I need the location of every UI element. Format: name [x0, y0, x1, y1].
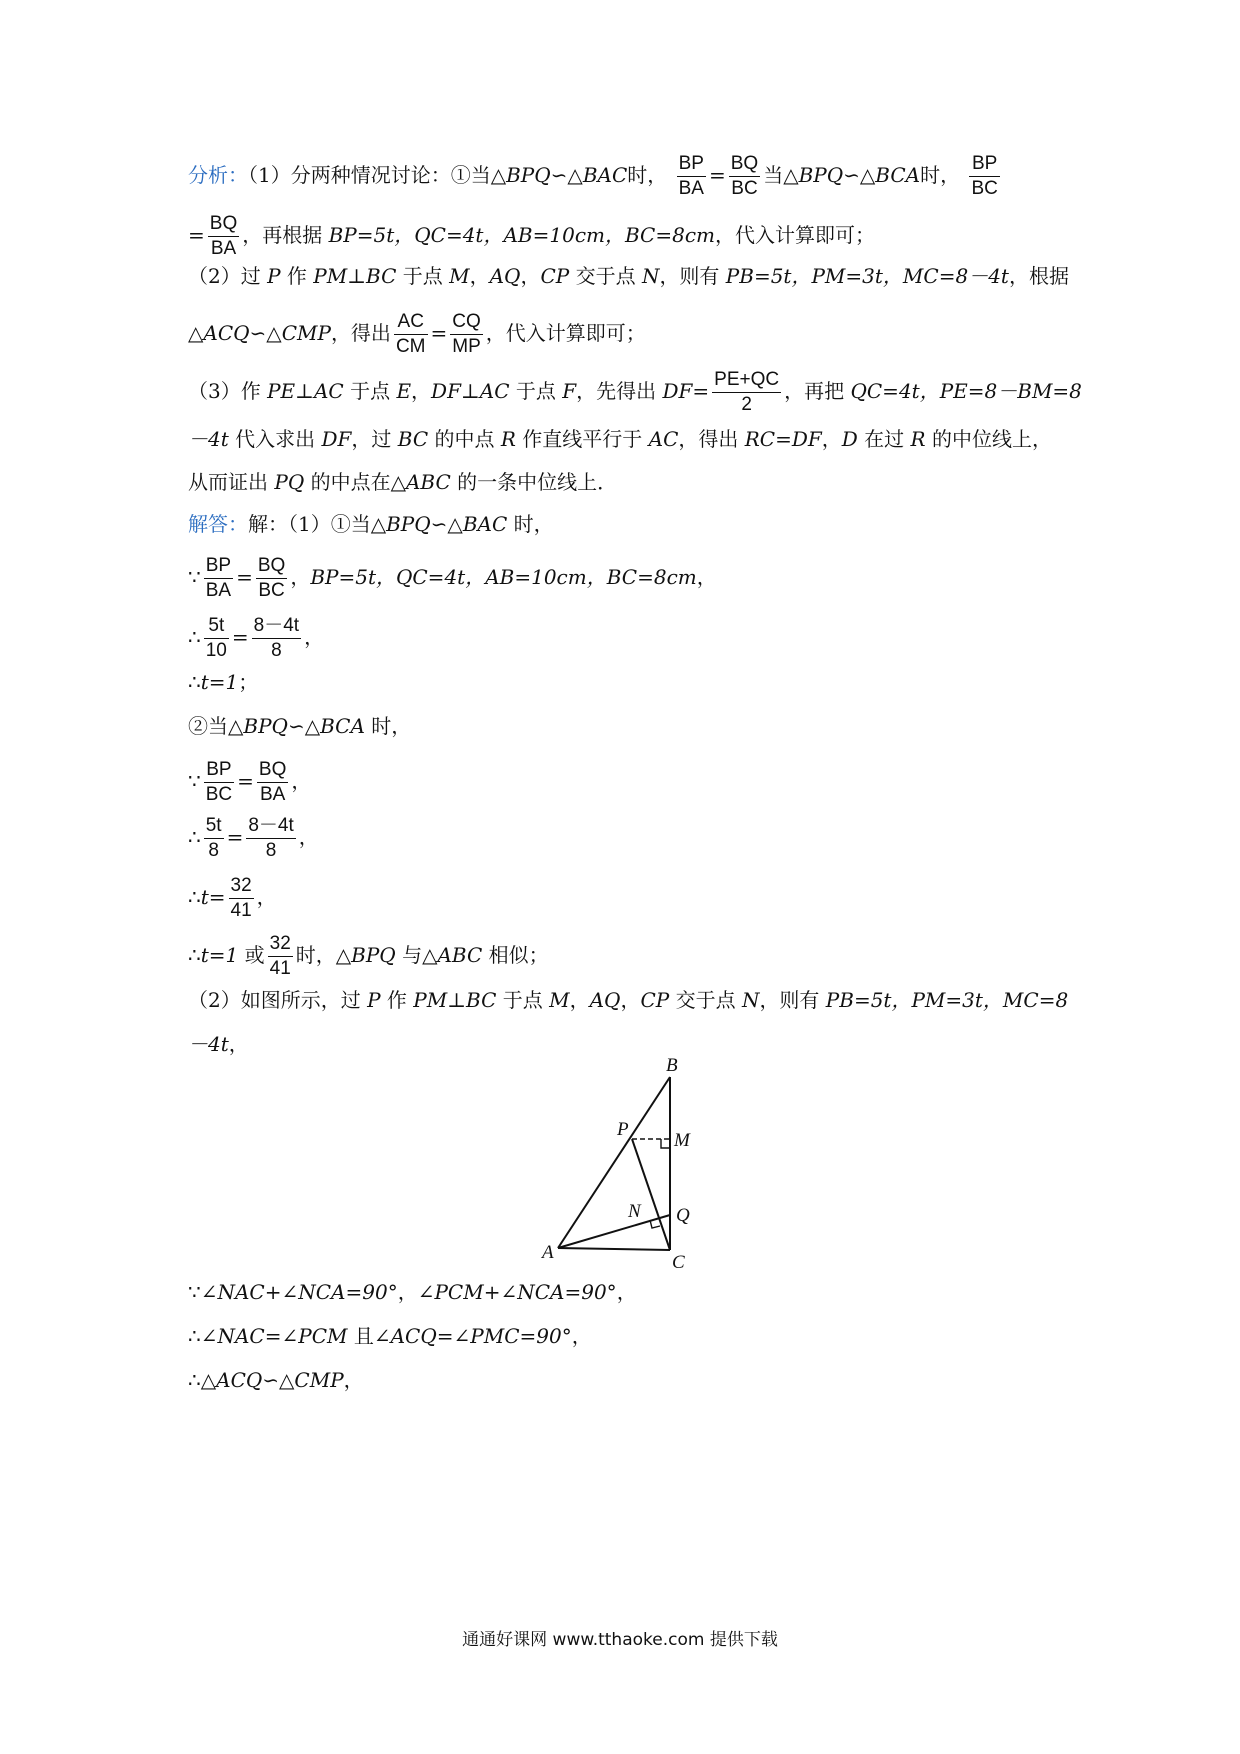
solution-line-5: ②当△BPQ∽△BCA 时， [188, 714, 412, 738]
solution-line-14: ∴△ACQ∽△CMP， [188, 1368, 364, 1392]
solution-line-13: ∴∠NAC=∠PCM 且∠ACQ=∠PMC=90°， [188, 1324, 592, 1348]
analysis-line-7: 从而证出 PQ 的中点在△ABC 的一条中位线上． [188, 470, 618, 494]
label-N: N [628, 1201, 641, 1222]
fraction: $\frac{CQ}{MP}$ [452, 311, 481, 357]
analysis-label: 分析： [188, 163, 248, 187]
fraction: $\frac{5t}{8}$ [205, 815, 222, 861]
fraction: $\frac{5t}{10}$ [205, 615, 227, 661]
analysis-line-3: （2）过 P 作 PM⊥BC 于点 M，AQ，CP 交于点 N，则有 PB=5t，PM=3t，MC=8－4t，根据 [188, 264, 1069, 288]
solution-line-9: ∴t=1 或 $\frac{32}{41}$ 时，△BPQ 与△ABC 相似； [188, 933, 549, 979]
label-M: M [674, 1130, 690, 1151]
analysis-line-1: 分析：（1）分两种情况讨论：①当△BPQ∽△BAC时， $\frac{BP}{BA}$ = $\frac{BQ}{BC}$ 当△BPQ∽△BCA时， $\frac{BP}{BC}$ [188, 153, 998, 199]
fraction: $\frac{BQ}{BC}$ [257, 555, 286, 601]
fraction: $\frac{BP}{BC}$ [971, 153, 998, 199]
fraction: $\frac{8-4t}{8}$ [248, 815, 294, 861]
right-angle-mark-M [661, 1139, 670, 1148]
fraction: $\frac{32}{41}$ [230, 875, 252, 921]
fraction: $\frac{BP}{BC}$ [205, 759, 233, 805]
solution-line-11: －4t， [188, 1032, 249, 1056]
solution-line-4: ∴t=1； [188, 670, 259, 694]
segment-AC [558, 1248, 670, 1250]
analysis-line-6: －4t 代入求出 DF，过 BC 的中点 R 作直线平行于 AC，得出 RC=DF，D 在过 R 的中位线上， [188, 427, 1052, 451]
solution-line-10: （2）如图所示，过 P 作 PM⊥BC 于点 M，AQ，CP 交于点 N，则有 PB=5t，PM=3t，MC=8 [188, 988, 1069, 1012]
fraction: $\frac{AC}{CM}$ [395, 311, 426, 357]
label-Q: Q [676, 1205, 690, 1226]
fraction: $\frac{BQ}{BA}$ [258, 759, 287, 805]
segment-AQ [558, 1215, 670, 1248]
page-footer: 通通好课网 www.tthaoke.com 提供下载 [462, 1630, 778, 1650]
solution-line-6: ∵ $\frac{BP}{BC}$ = $\frac{BQ}{BA}$ ， [188, 759, 312, 805]
solution-line-7: ∴ $\frac{5t}{8}$ = $\frac{8-4t}{8}$ ， [188, 815, 319, 861]
fraction: $\frac{BQ}{BC}$ [730, 153, 759, 199]
analysis-line-2: = $\frac{BQ}{BA}$ ，再根据 BP=5t，QC=4t，AB=10cm，BC=8cm，代入计算即可； [188, 213, 876, 259]
label-P: P [617, 1119, 629, 1140]
analysis-line-4: △ACQ∽△CMP，得出 $\frac{AC}{CM}$ = $\frac{CQ}{MP}$ ，代入计算即可； [188, 311, 646, 357]
solution-line-2: ∵ $\frac{BP}{BA}$ = $\frac{BQ}{BC}$ ，BP=5t，QC=4t，AB=10cm，BC=8cm， [188, 555, 717, 601]
label-B: B [666, 1055, 678, 1076]
fraction: $\frac{BP}{BA}$ [205, 555, 232, 601]
fraction: $\frac{BP}{BA}$ [678, 153, 704, 199]
fraction: $\frac{PE+QC}{2}$ [714, 369, 780, 415]
segment-AB [558, 1077, 670, 1248]
solution-label: 解答： [188, 512, 248, 536]
label-A: A [542, 1242, 554, 1263]
solution-line-3: ∴ $\frac{5t}{10}$ = $\frac{8-4t}{8}$ ， [188, 615, 325, 661]
label-C: C [672, 1252, 685, 1273]
solution-line-1: 解答：解：（1）①当△BPQ∽△BAC 时， [188, 512, 554, 536]
fraction: $\frac{8-4t}{8}$ [253, 615, 300, 661]
solution-line-8: ∴t= $\frac{32}{41}$ ， [188, 875, 277, 921]
geometry-figure [520, 1055, 720, 1275]
solution-line-12: ∵∠NAC+∠NCA=90°，∠PCM+∠NCA=90°， [188, 1280, 637, 1304]
segment-PC [632, 1139, 670, 1250]
fraction: $\frac{32}{41}$ [269, 933, 291, 979]
fraction: $\frac{BQ}{BA}$ [209, 213, 238, 259]
analysis-line-5: （3）作 PE⊥AC 于点 E，DF⊥AC 于点 F，先得出 DF= $\frac{PE+QC}{2}$ ，再把 QC=4t，PE=8－BM=8 [188, 369, 1082, 415]
